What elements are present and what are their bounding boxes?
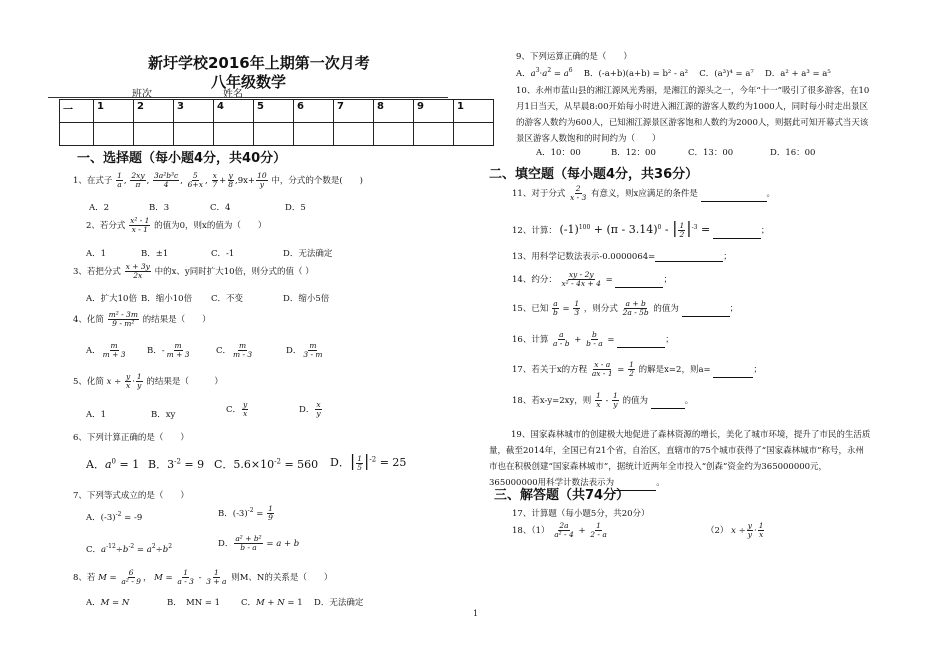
q16-answer[interactable]	[617, 338, 665, 348]
header-rule	[48, 97, 448, 98]
section-fill: 二、填空题（每小题4分，共36分）	[489, 167, 699, 182]
q6-opt-c[interactable]: C．$5.6\times 10^{-2} = 560$	[214, 457, 319, 471]
q21-part1: 18、（1） $\frac{2a}{\text{a² - 4}}$ + $\frac{1}{2 - a}$	[512, 521, 607, 539]
q11-answer[interactable]	[701, 192, 767, 202]
score-table	[59, 99, 494, 146]
q8-mid: 则M、N的关系是（ ）	[231, 572, 333, 583]
q10-opt-b[interactable]: B．12：00	[611, 148, 656, 158]
q3-opt-c[interactable]: C．不变	[211, 294, 244, 304]
q6-opt-b[interactable]: B．$3^{-2} = 9$	[148, 457, 205, 471]
q9-options[interactable]: A．$a^3\cdot a^2 = a^6$ B．(-a+b)(a+b) = b² - a² C．(a³)⁴ = a⁷ D．a² + a³ = a⁵	[516, 67, 831, 79]
q14-answer[interactable]	[615, 278, 663, 288]
q9: 9、下列运算正确的是（ ）	[516, 52, 632, 62]
q4-opt-d[interactable]: D． $\frac{m}{3 - m}$	[286, 341, 323, 359]
q4-tail: 的结果是（ ）	[142, 314, 211, 325]
q7-opt-b[interactable]: B．$(-3)^{-2}$ = $\frac{1}{9}$	[218, 504, 273, 522]
score-entry[interactable]	[334, 123, 374, 146]
q13-answer[interactable]	[655, 252, 723, 262]
q1-lead: 1、在式子	[73, 175, 113, 186]
q12: 12、计算： $(-1)^{100} + (\pi - 3.14)^0$ - | $\frac{1}{2}$ $|^{-3}$ = ；	[512, 218, 770, 239]
q4: 4、化简 $\frac{\text{m² - 3m}}{\text{9 - m²}}$ 的结果是（ ）	[73, 310, 211, 328]
score-entry[interactable]	[294, 123, 334, 146]
q1-opt-a[interactable]: A．2	[89, 203, 110, 213]
score-cell: 2	[134, 100, 174, 123]
q1-opt-d[interactable]: D．5	[285, 203, 306, 213]
score-cell: 5	[254, 100, 294, 123]
q18: 18、若x-y=2xy，则 $\frac{1}{x}$ - $\frac{1}{y}$ 的值为 。	[512, 391, 694, 409]
q5-opt-d[interactable]: D． $\frac{x}{y}$	[299, 400, 321, 418]
score-cell: 1	[94, 100, 134, 123]
score-cell: 8	[374, 100, 414, 123]
score-cell: 9	[414, 100, 454, 123]
q10-opt-c[interactable]: C．13：00	[688, 148, 734, 158]
q6-opt-d[interactable]: D．| $\frac{1}{5}$ $|^{-2} = 25$	[330, 451, 407, 472]
q19: 19、国家森林城市的创建极大地促进了森林资源的增长，美化了城市环境，提升了市民的生活质量，截至2014年，全国已有21个省，自治区，直辖市的75个城市获得了“国家森林城市”称号，永州市也在积极创建“国家森林城市”，据统计近两年全市投入“创森”资金约为365000000元，365000000用科学计数法表示为 。	[489, 427, 872, 491]
score-entry[interactable]	[174, 123, 214, 146]
score-cell: 7	[334, 100, 374, 123]
score-cell: 3	[174, 100, 214, 123]
q10-opt-a[interactable]: A．10：00	[536, 148, 581, 158]
q4-opt-c[interactable]: C． $\frac{m}{m - 3}$	[216, 341, 253, 359]
q5-opt-a[interactable]: A．1	[86, 410, 107, 420]
score-entry[interactable]	[414, 123, 454, 146]
q18-answer[interactable]	[651, 399, 685, 409]
score-entry[interactable]	[60, 123, 94, 146]
q1-tail: 中，分式的个数是( )	[271, 175, 363, 186]
q1-opt-c[interactable]: C．4	[210, 203, 231, 213]
q7-opt-d[interactable]: D． $\frac{\text{a² + b²}}{b - a}$ = a + b	[218, 534, 300, 552]
q3: 3、若把分式 $\frac{x + 3y}{2x}$ 中的x、y同时扩大10倍，则分式的值（ ）	[73, 262, 314, 280]
score-entry[interactable]	[134, 123, 174, 146]
q2-tail: 的值为0，则x的值为（ ）	[154, 220, 267, 231]
score-blank-row	[60, 123, 494, 146]
q4-lead: 4、化简	[73, 314, 104, 325]
q8-opt-c[interactable]: C．M + N = 1	[241, 598, 303, 608]
score-entry[interactable]	[374, 123, 414, 146]
name-label: 姓名	[223, 89, 243, 100]
q8-lead: 8、若	[73, 572, 96, 583]
q16: 16、计算 $\frac{a}{a - b}$ + $\frac{b}{b - a}$ = ；	[512, 330, 674, 348]
q10-opt-d[interactable]: D．16：00	[770, 148, 816, 158]
q10: 10、永州市蓝山县的湘江源风光秀丽，是湘江的源头之一，今年“十一”吸引了很多游客，在10月1日当天，从早晨8:00开始每小时进入湘江源的游客人数约为1000人，同时每小时走出景区的游客人数约为600人，已知湘江源景区游客饱和人数约为2000人，则据此可知开幕式当天该景区游客人数饱和的时间约为（ ）	[516, 86, 870, 144]
q17: 17、若关于x的方程 $\frac{x - a}{ax - 1}$ = $\frac{1}{2}$ 的解是x=2，则a= ；	[512, 360, 762, 378]
q14: 14、约分： $\frac{xy - 2y}{\text{x² - 4x + 4}}$ = ；	[512, 270, 672, 288]
q3-lead: 3、若把分式	[73, 266, 121, 277]
q2-opt-d[interactable]: D．无法确定	[283, 249, 333, 259]
exam-subtitle: 八年级数学	[211, 73, 287, 91]
score-entry[interactable]	[214, 123, 254, 146]
q1: 1、在式子 $\frac{1}{a}$ , $\frac{2xy}{\pi}$ , $\frac{\text{3a²b³c}}{4}$ , $\frac{5}{6+x}$ , $\frac{x}{7}$ + $\frac{y}{8}$ ,9x+ $\frac{10}{y}$ 中，分式的个数是( )	[73, 171, 363, 189]
q8-opt-d[interactable]: D．无法确定	[314, 598, 364, 608]
q2-opt-a[interactable]: A．1	[86, 249, 107, 259]
q3-opt-a[interactable]: A．扩大10倍	[86, 294, 137, 304]
q5-opt-c[interactable]: C． $\frac{y}{x}$	[226, 400, 248, 418]
q7-opt-a[interactable]: A．$(-3)^{-2} = -9$	[86, 511, 143, 523]
q2-opt-c[interactable]: C．-1	[211, 249, 235, 259]
q4-opt-b[interactable]: B．- $\frac{m}{m + 3}$	[147, 341, 190, 359]
q8-opt-b[interactable]: B． MN = 1	[167, 598, 221, 608]
score-entry[interactable]	[254, 123, 294, 146]
q7: 7、下列等式成立的是（ ）	[73, 491, 189, 501]
q3-opt-d[interactable]: D．缩小5倍	[283, 294, 330, 304]
q8: 8、若 M = $\frac{6}{\text{a² - 9}}$ ， M = $\frac{1}{a - 3}$ - $\frac{1}{3 + a}$ 则M、N的关系是（ ）	[73, 568, 333, 586]
score-cell: 1	[454, 100, 494, 123]
score-cell: 6	[294, 100, 334, 123]
q3-tail: 中的x、y同时扩大10倍，则分式的值（ ）	[154, 266, 314, 277]
q12-answer[interactable]	[713, 229, 761, 239]
q4-opt-a[interactable]: A． $\frac{m}{m + 3}$	[86, 341, 126, 359]
q15: 15、已知 $\frac{a}{b}$ = $\frac{1}{3}$ ，则分式 $\frac{a + b}{2a - 5b}$ 的值为 ；	[512, 299, 739, 317]
q7-opt-c[interactable]: C．$a^{-12}\div b^{-2} = a^2\div b^2$	[86, 543, 173, 555]
class-label: 班次	[132, 89, 152, 100]
q5-opt-b[interactable]: B．xy	[151, 410, 176, 420]
score-cell: 4	[214, 100, 254, 123]
q1-opt-b[interactable]: B．3	[149, 203, 170, 213]
exam-title: 新圩学校2016年上期第一次月考	[148, 54, 370, 72]
q20: 17、计算题（每小题5分，共20分）	[512, 509, 650, 519]
q8-opt-a[interactable]: A．M = N	[86, 598, 130, 608]
q5-lead: 5、化简	[73, 376, 104, 387]
q13: 13、用科学记数法表示-0.0000064= ；	[512, 252, 732, 262]
q5-tail: 的结果是（ ）	[146, 376, 223, 387]
score-entry[interactable]	[94, 123, 134, 146]
q2: 2、若分式 $\frac{\text{x² - 1}}{x - 1}$ 的值为0，则x的值为（ ）	[86, 216, 267, 234]
q21-part2: （2） x ÷ $\frac{y}{y}$ · $\frac{1}{x}$	[706, 521, 764, 539]
page-number: 1	[473, 609, 479, 618]
q6: 6、下列计算正确的是（ ）	[73, 433, 189, 443]
q2-opt-b[interactable]: B．±1	[141, 249, 169, 259]
score-header-row	[60, 100, 494, 123]
q5: 5、化简 x ÷ $\frac{y}{x}$ · $\frac{1}{y}$ 的结果是（ ）	[73, 372, 223, 390]
q17-answer[interactable]	[713, 368, 753, 378]
score-cell: 一	[60, 100, 94, 123]
q2-lead: 2、若分式	[86, 220, 126, 231]
q3-opt-b[interactable]: B．缩小10倍	[141, 294, 193, 304]
q11: 11、对于分式 $\frac{2}{x - 3}$ 有意义，则x应满足的条件是 。	[512, 184, 776, 202]
section-choice: 一、选择题（每小题4分，共40分）	[77, 151, 287, 166]
q6-opt-a[interactable]: A．$a^0 = 1$	[86, 457, 140, 471]
score-entry[interactable]	[454, 123, 494, 146]
q15-answer[interactable]	[682, 307, 730, 317]
section-solve: 三、解答题（共74分）	[494, 488, 630, 503]
